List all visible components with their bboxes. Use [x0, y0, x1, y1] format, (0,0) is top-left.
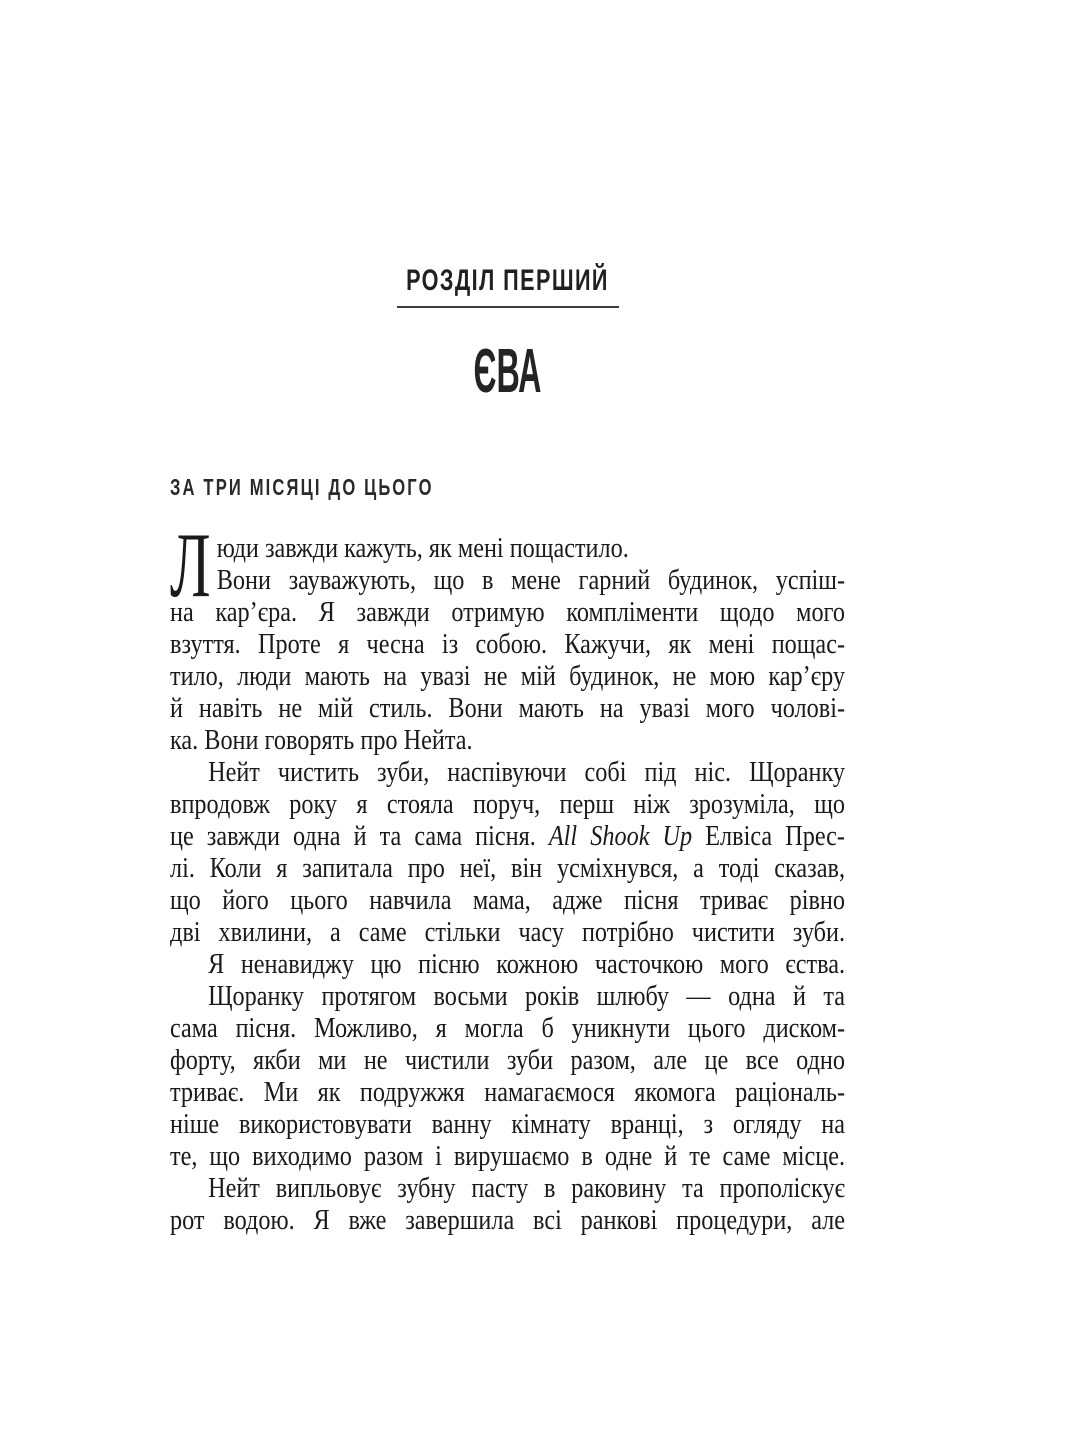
paragraph	[170, 981, 845, 1173]
text-line	[170, 949, 845, 981]
text-line	[170, 661, 845, 693]
italic-text: All Shook Up	[548, 821, 693, 852]
text-segment: сама пісня. Можливо, я могла б уникнути цього диском-	[170, 1013, 846, 1044]
text-line	[170, 1205, 845, 1237]
text-line	[170, 885, 845, 917]
text-segment: впродовж року я стояла поруч, перш ніж зрозуміла, що	[170, 789, 846, 820]
text-line	[170, 917, 845, 949]
paragraph	[170, 1173, 845, 1237]
chapter-label: РОЗДІЛ ПЕРШИЙ	[406, 264, 609, 297]
chapter-title: ЄВА	[473, 337, 542, 406]
text-segment: дві хвилини, а саме стільки часу потрібно чистити зуби.	[170, 917, 846, 948]
text-segment: ка. Вони говорять про Нейта.	[170, 725, 473, 756]
text-segment: Вони зауважують, що в мене гарний будинок, успіш-	[216, 565, 846, 596]
paragraph	[170, 757, 845, 949]
text-line	[170, 1141, 845, 1173]
paragraph	[170, 565, 845, 757]
paragraph	[170, 949, 845, 981]
text-segment: Елвіса Прес-	[692, 821, 846, 852]
text-line	[170, 1077, 845, 1109]
text-line	[217, 533, 845, 565]
text-line	[170, 725, 845, 757]
text-line	[170, 693, 845, 725]
chapter-rule-divider	[397, 306, 619, 308]
text-line	[170, 1173, 845, 1205]
text-line	[170, 853, 845, 885]
text-segment: Я ненавиджу цю пісню кожною часточкою мого єства.	[208, 949, 846, 980]
text-line	[170, 1045, 845, 1077]
text-line	[170, 629, 845, 661]
text-segment: юди завжди кажуть, як мені пощастило.	[216, 533, 629, 564]
text-segment: тило, люди мають на увазі не мій будинок, не мою кар’єру	[170, 661, 846, 692]
text-segment: на кар’єра. Я завжди отримую компліменти щодо мого	[170, 597, 846, 628]
text-segment: Нейт чистить зуби, наспівуючи собі під ніс. Щоранку	[208, 757, 846, 788]
drop-cap: Л	[170, 514, 211, 616]
text-segment: триває. Ми як подружжя намагаємося якомога раціональ-	[170, 1077, 846, 1108]
text-segment: ніше використовувати ванну кімнату вранці, з огляду на	[170, 1109, 846, 1140]
text-segment: що його цього навчила мама, адже пісня триває рівно	[170, 885, 846, 916]
text-segment: й навіть не мій стиль. Вони мають на увазі мого чолові-	[170, 693, 846, 724]
text-line	[217, 565, 845, 597]
text-line	[170, 1109, 845, 1141]
text-segment: це завжди одна й та сама пісня.	[170, 821, 549, 852]
text-line	[170, 597, 845, 629]
text-segment: лі. Коли я запитала про неї, він усміхнувся, а тоді сказав,	[170, 853, 846, 884]
text-segment: Нейт випльовує зубну пасту в раковину та прополіскує	[208, 1173, 846, 1204]
text-line	[170, 1013, 845, 1045]
text-column	[170, 0, 845, 1237]
text-segment: форту, якби ми не чистили зуби разом, але це все одно	[170, 1045, 846, 1076]
text-line	[170, 789, 845, 821]
text-segment: рот водою. Я вже завершила всі ранкові процедури, але	[170, 1205, 846, 1236]
text-segment: взуття. Проте я чесна із собою. Кажучи, як мені пощас-	[170, 629, 846, 660]
text-line	[170, 821, 845, 853]
text-segment: те, що виходимо разом і вирушаємо в одне й те саме місце.	[170, 1141, 846, 1172]
text-line	[170, 757, 845, 789]
text-segment: Щоранку протягом восьми років шлюбу — одна й та	[208, 981, 846, 1012]
body-text	[170, 514, 846, 1237]
section-note: ЗА ТРИ МІСЯЦІ ДО ЦЬОГО	[170, 474, 434, 500]
text-line	[170, 981, 845, 1013]
